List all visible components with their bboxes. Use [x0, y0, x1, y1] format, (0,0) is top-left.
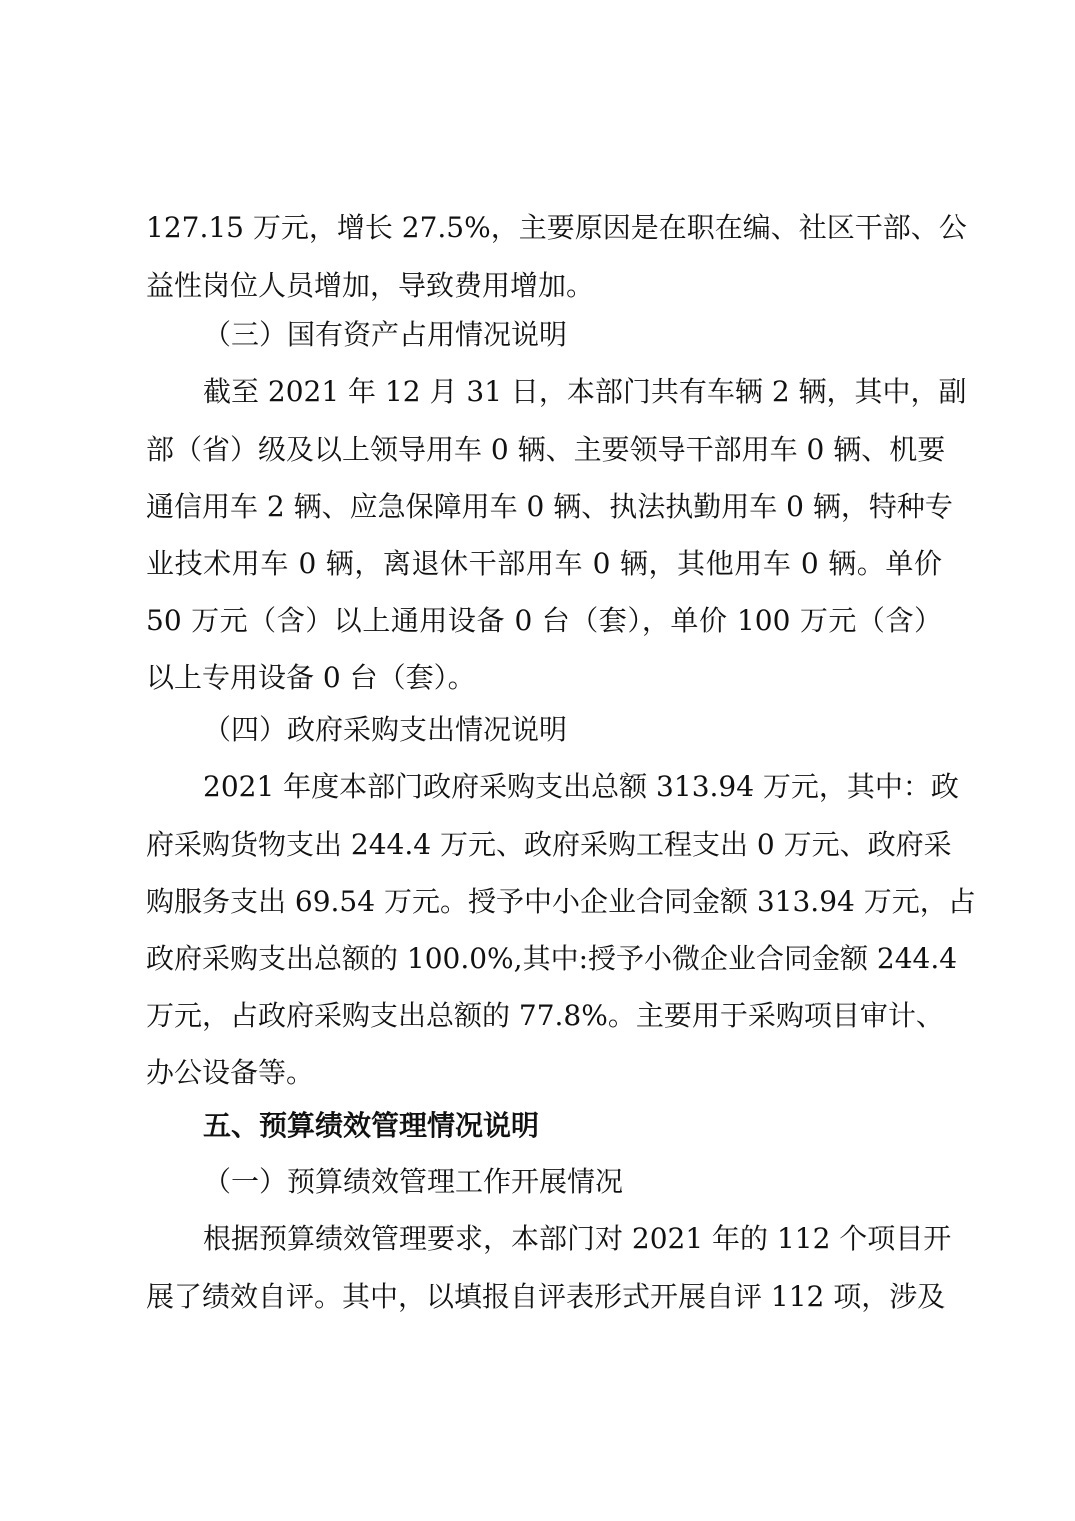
- subsection-heading: （一）预算绩效管理工作开展情况: [203, 1165, 624, 1198]
- paragraph-line: 政府采购支出总额的 100.0%,其中:授予小微企业合同金额 244.4: [146, 942, 958, 975]
- paragraph-line: 根据预算绩效管理要求，本部门对 2021 年的 112 个项目开: [203, 1222, 952, 1255]
- paragraph-line: 2021 年度本部门政府采购支出总额 313.94 万元，其中：政: [203, 770, 959, 803]
- paragraph-line: 业技术用车 0 辆，离退休干部用车 0 辆，其他用车 0 辆。单价: [146, 547, 942, 580]
- paragraph-line: 万元，占政府采购支出总额的 77.8%。主要用于采购项目审计、: [146, 999, 944, 1032]
- paragraph-line: 府采购货物支出 244.4 万元、政府采购工程支出 0 万元、政府采: [146, 828, 952, 861]
- paragraph-line: 127.15 万元，增长 27.5%，主要原因是在职在编、社区干部、公: [146, 211, 967, 244]
- subsection-heading: （四）政府采购支出情况说明: [203, 713, 568, 746]
- paragraph-line: 益性岗位人员增加，导致费用增加。: [146, 269, 595, 302]
- paragraph-line: 办公设备等。: [146, 1056, 315, 1089]
- paragraph-line: 截至 2021 年 12 月 31 日，本部门共有车辆 2 辆，其中，副: [203, 375, 967, 408]
- paragraph-line: 通信用车 2 辆、应急保障用车 0 辆、执法执勤用车 0 辆，特种专: [146, 490, 953, 523]
- paragraph-line: 部（省）级及以上领导用车 0 辆、主要领导干部用车 0 辆、机要: [146, 433, 946, 466]
- paragraph-line: 以上专用设备 0 台（套）。: [146, 661, 476, 694]
- section-heading: 五、预算绩效管理情况说明: [203, 1109, 540, 1142]
- subsection-heading: （三）国有资产占用情况说明: [203, 318, 568, 351]
- paragraph-line: 购服务支出 69.54 万元。授予中小企业合同金额 313.94 万元，占: [146, 885, 976, 918]
- paragraph-line: 展了绩效自评。其中，以填报自评表形式开展自评 112 项，涉及: [146, 1280, 946, 1313]
- paragraph-line: 50 万元（含）以上通用设备 0 台（套），单价 100 万元（含）: [146, 604, 942, 637]
